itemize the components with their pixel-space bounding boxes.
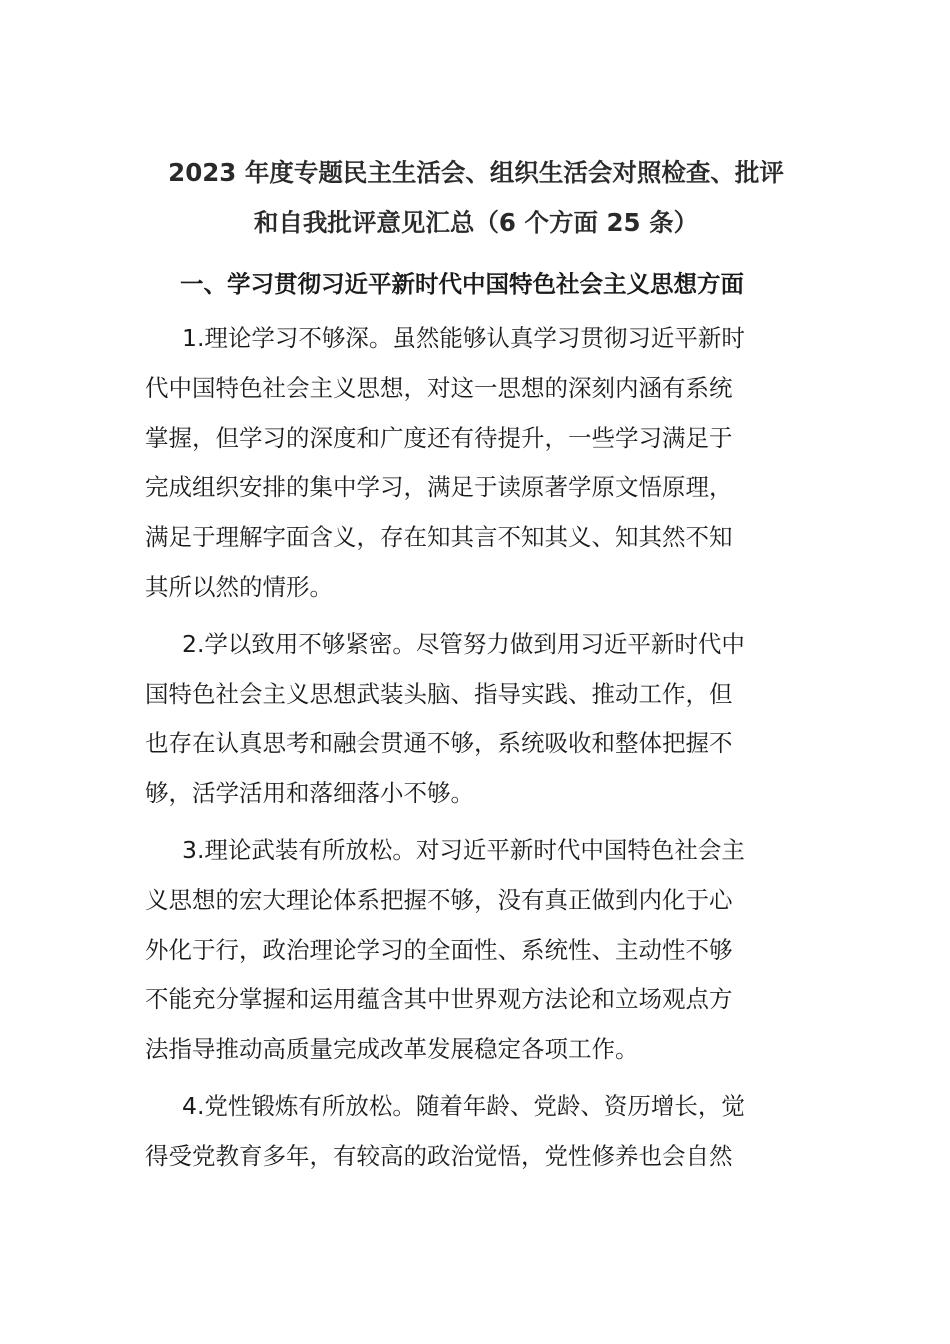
- paragraph-line: 掌握，但学习的深度和广度还有待提升，一些学习满足于: [145, 423, 733, 452]
- paragraph-line: 3.理论武装有所放松。对习近平新时代中国特色社会主: [182, 835, 745, 864]
- paragraph-2: [145, 620, 807, 819]
- paragraph-line: 够，活学活用和落细落小不够。: [145, 779, 474, 808]
- paragraph-line: 其所以然的情形。: [145, 572, 333, 601]
- paragraph-line: 4.党性锻炼有所放松。随着年龄、党龄、资历增长，觉: [182, 1091, 745, 1120]
- document-title: [145, 148, 807, 248]
- paragraph-4: [145, 1082, 807, 1182]
- paragraph-line: 国特色社会主义思想武装头脑、指导实践、推动工作，但: [145, 679, 733, 708]
- title-line: 和自我批评意见汇总（6 个方面 25 条）: [253, 208, 699, 237]
- paragraph-line: 外化于行，政治理论学习的全面性、系统性、主动性不够: [145, 935, 733, 964]
- paragraph-3: [145, 826, 807, 1075]
- paragraph-line: 完成组织安排的集中学习，满足于读原著学原文悟原理，: [145, 473, 733, 502]
- paragraph-line: 满足于理解字面含义，存在知其言不知其义、知其然不知: [145, 523, 733, 552]
- paragraph-line: 不能充分掌握和运用蕴含其中世界观方法论和立场观点方: [145, 985, 733, 1014]
- paragraph-line: 义思想的宏大理论体系把握不够，没有真正做到内化于心: [145, 885, 733, 914]
- paragraph-line: 也存在认真思考和融会贯通不够，系统吸收和整体把握不: [145, 729, 733, 758]
- paragraph-line: 得受党教育多年，有较高的政治觉悟，党性修养也会自然: [145, 1141, 733, 1170]
- paragraph-1: [145, 314, 807, 613]
- paragraph-line: 法指导推动高质量完成改革发展稳定各项工作。: [145, 1035, 639, 1064]
- section-heading: 一、学习贯彻习近平新时代中国特色社会主义思想方面: [180, 270, 744, 298]
- title-line: 2023 年度专题民主生活会、组织生活会对照检查、批评: [168, 158, 784, 187]
- paragraph-line: 代中国特色社会主义思想，对这一思想的深刻内涵有系统: [145, 373, 733, 402]
- paragraph-line: 1.理论学习不够深。虽然能够认真学习贯彻习近平新时: [182, 324, 745, 352]
- document-page: [145, 148, 807, 1182]
- paragraph-line: 2.学以致用不够紧密。尽管努力做到用习近平新时代中: [182, 629, 745, 658]
